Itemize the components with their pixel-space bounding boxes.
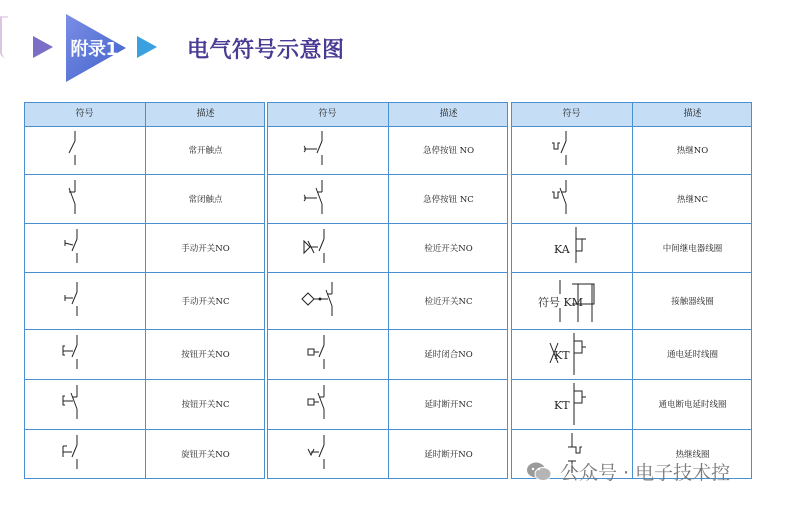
symbol-cell [511,174,632,223]
push-switch-no-icon [55,333,115,375]
table-section-1 [24,102,265,479]
description-cell [389,429,508,478]
description-text: 急停按钮 NC [423,194,474,205]
description-text: 按钮开关NO [181,350,230,360]
description-text: 通电断电延时线圈 [658,400,727,410]
description-text: 通电延时线圈 [666,350,718,360]
description-cell [146,126,265,174]
description-cell [146,223,265,272]
header-symbol: 符号 [562,109,581,119]
description-text: 热继NC [677,194,708,205]
delay-close-icon [298,333,358,375]
symbol-cell [267,429,388,478]
description-cell [633,174,752,223]
description-text: 延时断开NC [424,400,473,410]
symbol-cell [24,272,145,329]
description-text: 按钮开关NC [181,400,230,410]
symbol-cell [511,379,632,429]
description-cell [389,329,508,379]
table-section-3 [511,102,752,479]
rotary-switch-no-icon [55,433,115,475]
emergency-stop-no-icon [298,129,358,171]
header-description: 描述 [196,109,215,119]
push-switch-nc-icon [55,383,115,425]
description-text: 手动开关NO [181,243,230,254]
symbol-label: KA [553,242,570,256]
description-cell [633,223,752,272]
description-text: 热继线圈 [675,449,710,460]
header-description: 描述 [683,109,702,119]
emergency-stop-nc-icon [298,178,358,220]
symbol-cell [24,429,145,478]
watermark-text: 公众号 · 电子技术控 [560,462,731,484]
description-text: 热继NO [676,146,709,156]
limit-switch-nc-icon [298,280,358,322]
watermark [526,458,730,485]
delay-open-no-icon [298,433,358,475]
symbol-cell [267,223,388,272]
thermal-relay-no-icon [542,129,602,171]
symbol-cell [24,126,145,174]
description-text: 中间继电器线圈 [662,243,723,254]
table-section-2 [267,102,508,479]
description-cell [146,329,265,379]
thermal-relay-nc-icon [542,178,602,220]
symbol-cell [24,174,145,223]
symbol-cell [24,329,145,379]
off-delay-coil-icon [542,383,602,425]
symbol-label: KT [553,349,570,362]
appendix-badge: 附录1 [70,39,118,60]
delay-open-icon [298,383,358,425]
manual-switch-no-icon [55,227,115,269]
symbol-cell [267,379,388,429]
page-title: 电气符号示意图 [187,38,345,63]
symbol-cell [267,272,388,329]
symbol-label: KT [553,399,570,412]
description-cell [146,429,265,478]
header-symbol: 符号 [318,109,337,119]
description-text: 检近开关NO [424,243,473,254]
symbol-cell [267,126,388,174]
manual-switch-nc-icon [55,280,115,322]
description-cell [633,379,752,429]
description-text: 检近开关NC [424,296,473,307]
description-cell [146,379,265,429]
description-cell [389,379,508,429]
description-cell [633,126,752,174]
symbol-cell [511,223,632,272]
symbol-cell [267,329,388,379]
description-cell [633,272,752,329]
no-contact-icon [55,129,115,171]
symbol-cell [511,329,632,379]
symbol-cell [24,223,145,272]
symbol-table [24,102,752,477]
description-cell [146,272,265,329]
description-text: 手动开关NC [181,296,230,307]
symbol-cell [267,174,388,223]
description-text: 延时断开NO [424,449,473,460]
description-cell [146,174,265,223]
on-delay-coil-icon [542,333,602,375]
contactor-coil-icon [537,280,602,322]
nc-contact-icon [55,178,115,220]
description-text: 接触器线圈 [671,296,714,307]
arrow-right-icon [137,36,157,58]
limit-switch-no-icon [298,227,358,269]
description-text: 常闭触点 [188,194,223,205]
corner-decoration [0,16,8,58]
description-cell [389,272,508,329]
symbol-cell [24,379,145,429]
symbol-label: 符号 KM [537,295,583,309]
description-text: 常开触点 [188,146,223,156]
relay-coil-icon [542,227,602,269]
arrow-left-icon [33,36,53,58]
header-symbol: 符号 [75,109,94,119]
description-text: 延时闭合NO [424,350,473,360]
description-cell [633,329,752,379]
description-cell [389,174,508,223]
description-cell [389,126,508,174]
symbol-cell [511,272,632,329]
description-cell [389,223,508,272]
header-description: 描述 [439,109,458,119]
description-text: 旋钮开关NO [181,449,230,460]
wechat-icon [526,461,552,483]
symbol-cell [511,126,632,174]
description-text: 急停按钮 NO [422,146,475,156]
